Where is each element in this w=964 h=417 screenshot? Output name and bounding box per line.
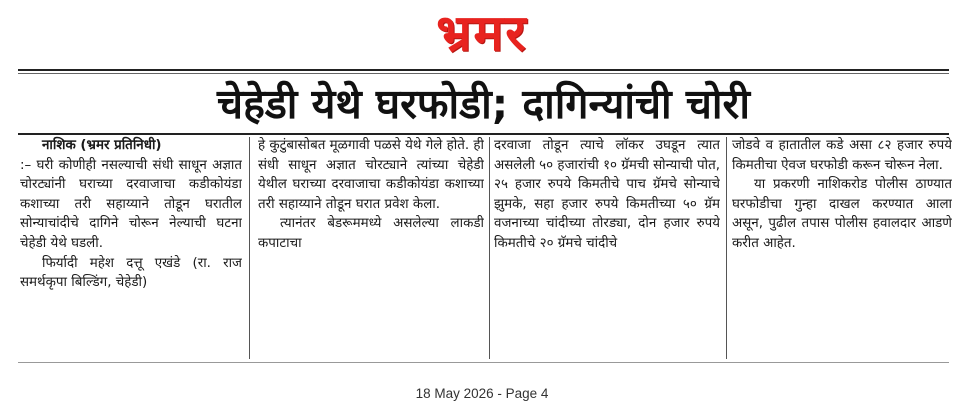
- article-headline: चेहेडी येथे घरफोडी; दागिन्यांची चोरी: [217, 80, 750, 128]
- column-divider: [489, 137, 490, 359]
- article-column-1: [20, 136, 242, 360]
- paragraph: हे कुटुंबासोबत मूळगावी पळसे येथे गेले होते. ही संधी साधून अज्ञात चोरट्याने त्यांच्या चेहेडी येथील घराच्या दरवाजाचा कडीकोयंडा कशाच्या तरी सहाय्याने तोडून घरात प्रवेश केला.: [258, 138, 484, 212]
- lead-paragraph: :– घरी कोणीही नसल्याची संधी साधून अज्ञात चोरट्यांनी घराच्या दरवाजाचा कडीकोयंडा कशाच्या तरी सहाय्याने तोडून घरातील सोन्याचांदीचे दागिने चोरून नेल्याची घटना चेहेडी येथे घडली.: [20, 157, 242, 251]
- paragraph: फिर्यादी महेश दत्तू एखंडे (रा. राज समर्थकृपा बिल्डिंग, चेहेडी): [20, 255, 242, 291]
- bottom-rule: [18, 362, 949, 363]
- paragraph: दरवाजा तोडून त्याचे लॉकर उघडून त्यात असलेली ५० हजारांची १० ग्रॅमची सोन्याची पोत, २५ हजार रुपये किमतीचे पाच ग्रॅमचे सोन्याचे झुमके, सहा हजार रुपये किमतीच्या ५० ग्रॅम वजनाच्या चांदीच्या तोरड्या, दोन हजार रुपये किमतीचे २० ग्रॅमचे चांदीचे: [494, 138, 720, 251]
- top-rule: [18, 69, 949, 71]
- column-divider: [726, 137, 727, 359]
- newspaper-logo: भ्रमर: [436, 4, 528, 62]
- dateline: नाशिक (भ्रमर प्रतिनिधी): [42, 138, 162, 153]
- masthead: [0, 0, 964, 66]
- article-column-2: [258, 136, 484, 360]
- paragraph: त्यानंतर बेडरूममध्ये असलेल्या लाकडी कपाटाचा: [258, 216, 484, 251]
- top-rule-thin: [18, 73, 949, 74]
- headline-rule: [18, 133, 949, 135]
- article-column-3: [494, 136, 720, 360]
- article-column-4: [732, 136, 952, 360]
- page-footer: 18 May 2026 - Page 4: [415, 386, 549, 401]
- paragraph: या प्रकरणी नाशिकरोड पोलीस ठाण्यात घरफोडीचा गुन्हा दाखल करण्यात आला असून, पुढील तपास पोलीस हवालदार आडणे करीत आहेत.: [732, 177, 952, 251]
- paragraph: जोडवे व हातातील कडे असा ८२ हजार रुपये किमतीचा ऐवज घरफोडी करून चोरून नेला.: [732, 138, 952, 173]
- column-divider: [249, 137, 250, 359]
